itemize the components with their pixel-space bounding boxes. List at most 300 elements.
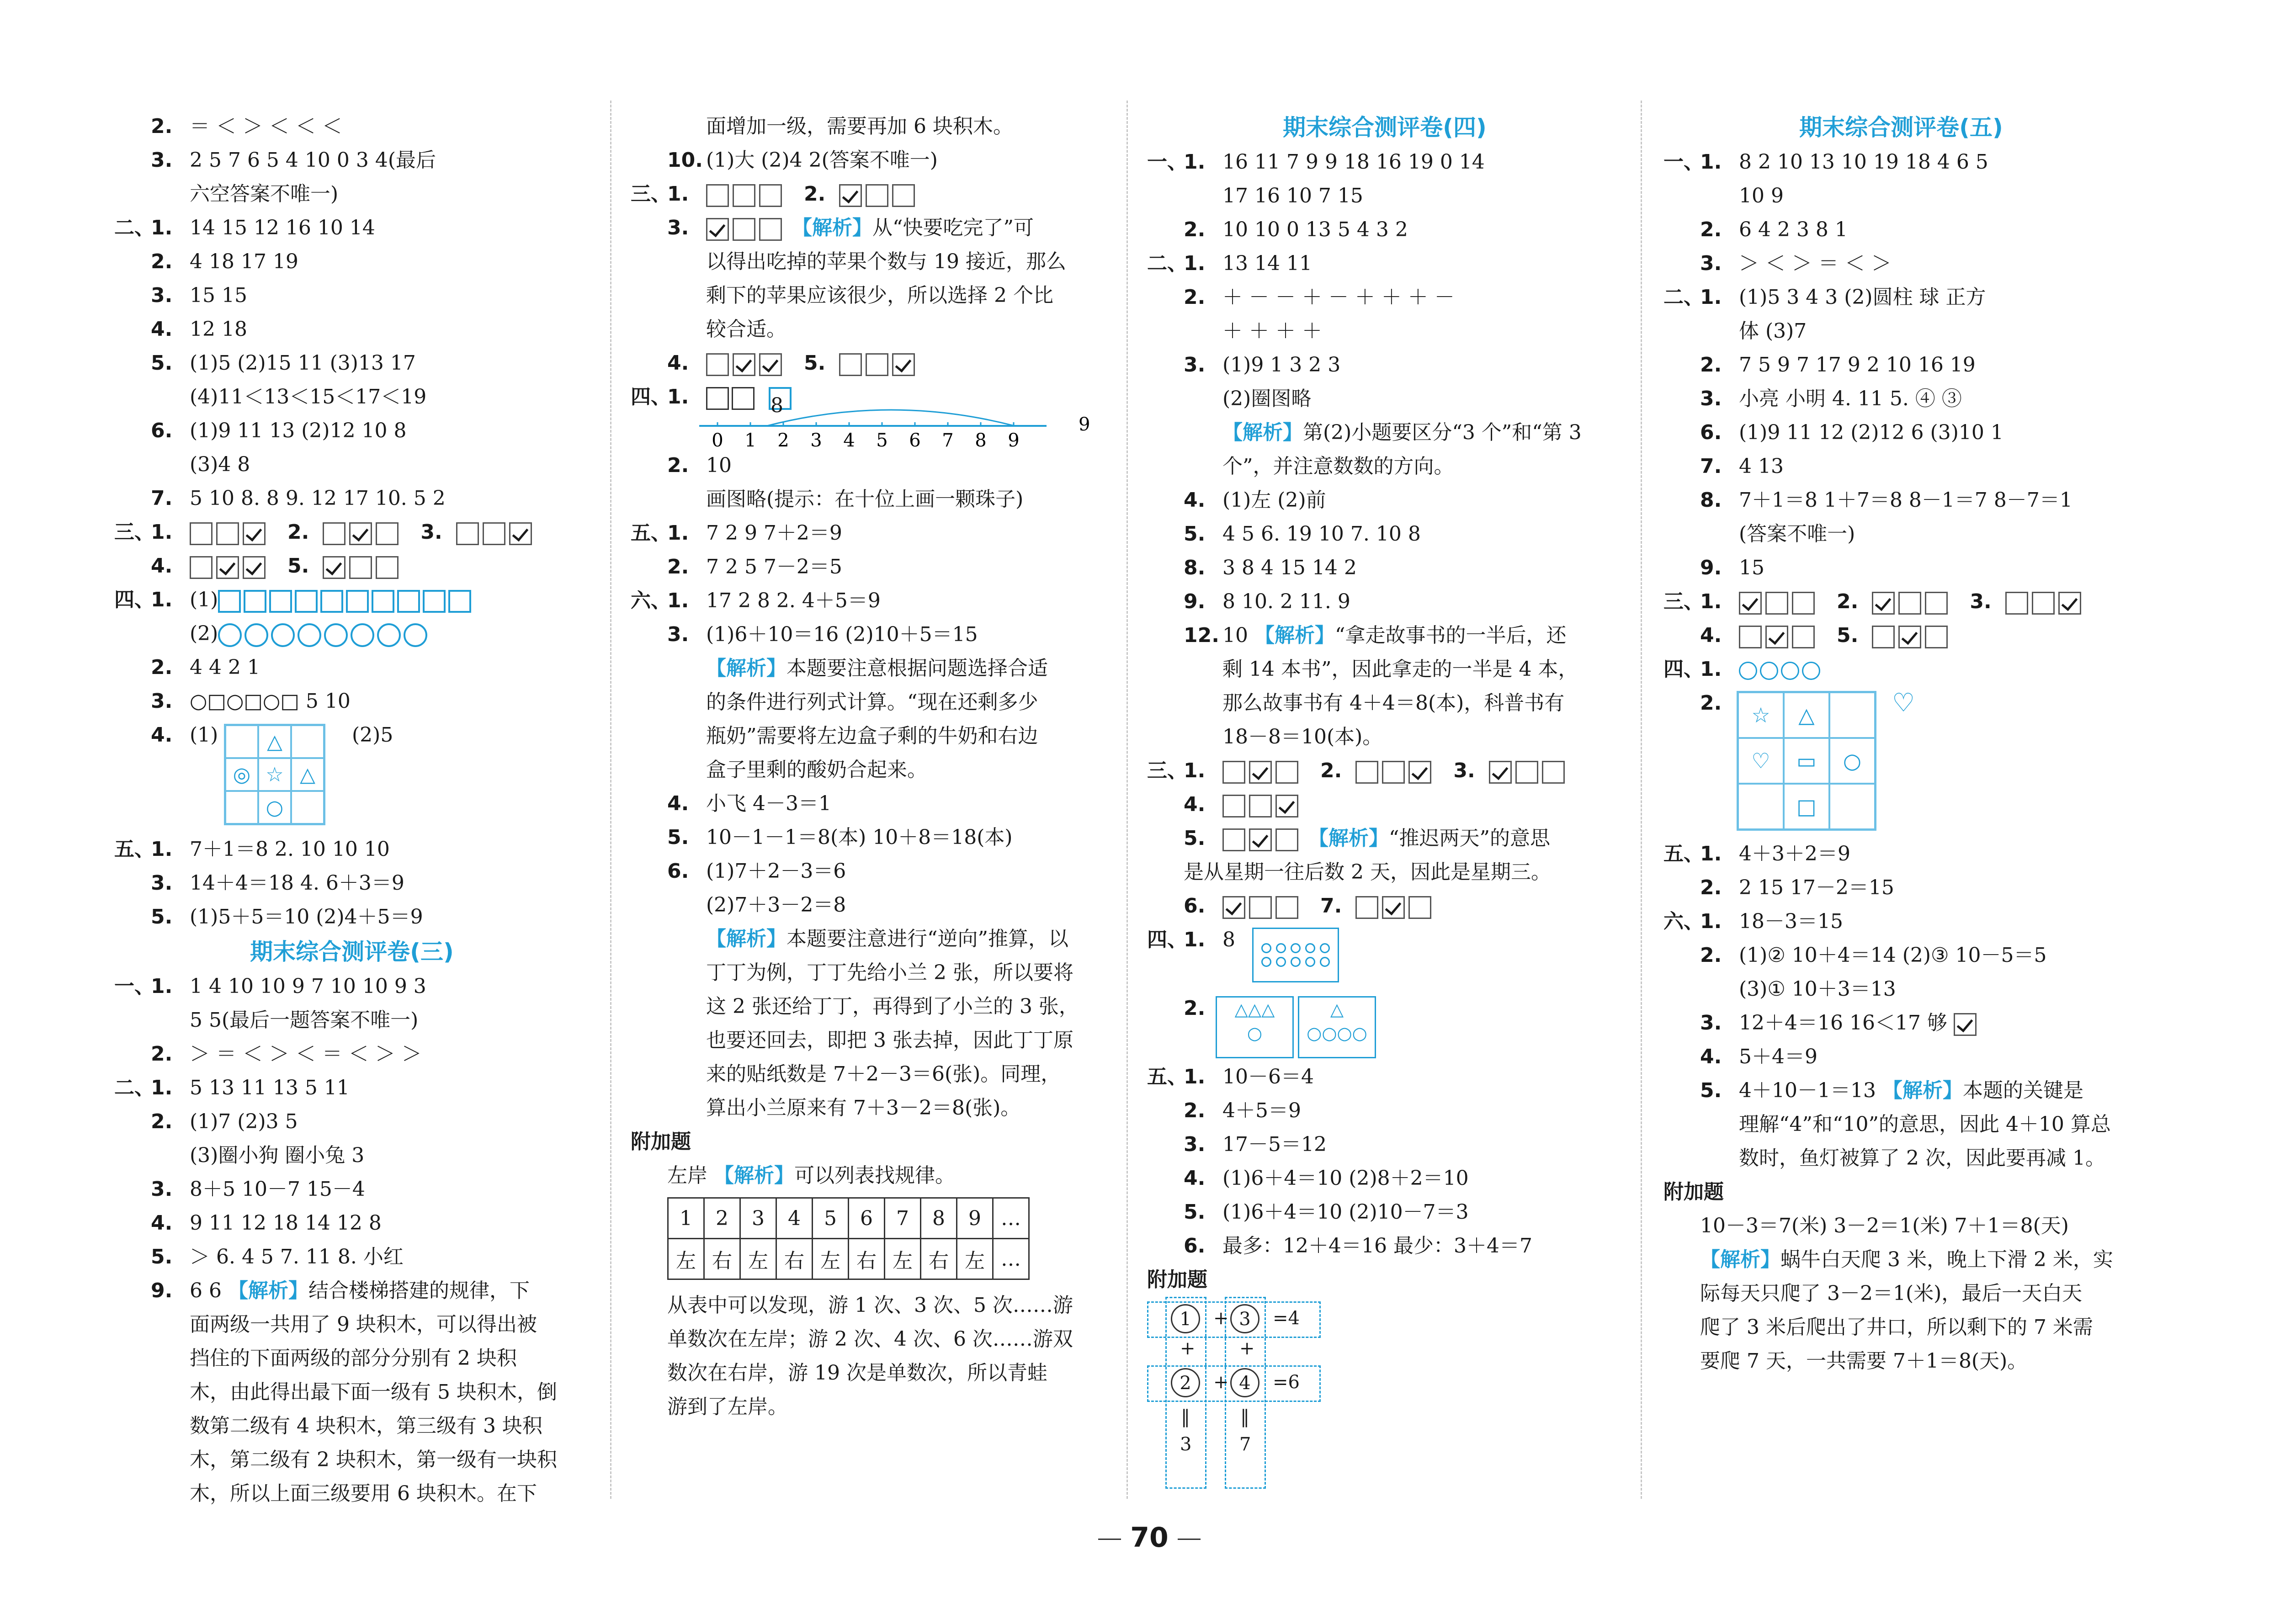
question-number: 5. (1184, 827, 1206, 850)
number-circle: 4 (1230, 1368, 1259, 1397)
answer-text: 13 14 11 (1222, 252, 1312, 275)
answer-line (1663, 517, 2139, 551)
question-number: 5. (1700, 1079, 1722, 1102)
question-number: 6. (151, 419, 173, 442)
answer-text: 【解析】第(2)小题要区分“3 个”和“第 3 (1222, 421, 1582, 444)
answer-text: (3)4 8 (190, 453, 250, 476)
answer-text: 18－8＝10(本)。 (1222, 725, 1383, 748)
dot-shape (1261, 943, 1271, 953)
answer-checkbox (1792, 592, 1815, 615)
square-shape (423, 590, 446, 613)
circle-shape (351, 623, 374, 647)
answer-line (114, 1173, 590, 1206)
answer-text: 算出小兰原来有 7＋3－2＝8(张)。 (706, 1096, 1021, 1120)
answer-line (631, 753, 1106, 787)
answer-line (631, 245, 1106, 279)
question-number: 1. (667, 589, 689, 612)
answer-text: 8＋5 10－7 15－4 (190, 1178, 365, 1201)
question-number: 4. (1184, 1167, 1206, 1190)
question-number: 7. (1320, 894, 1342, 918)
checkbox-group (1954, 1011, 1980, 1035)
answer-text: 理解“4”和“10”的意思，因此 4＋10 算总 (1739, 1113, 2111, 1136)
answer-checkbox (1222, 795, 1245, 817)
question-number: 2. (151, 115, 173, 138)
answer-line (114, 651, 590, 685)
question-number: 2. (1700, 944, 1722, 967)
answer-text: 5 13 11 13 5 11 (190, 1076, 350, 1099)
answer-line (114, 1206, 590, 1240)
section-label: 五、 (1663, 842, 1704, 865)
answer-checkbox (1792, 626, 1815, 648)
answer-checkbox (1542, 761, 1565, 784)
question-number: 4. (667, 351, 689, 375)
answer-line (1147, 822, 1622, 855)
answer-line (1663, 213, 2139, 247)
grid-cell (1738, 784, 1784, 829)
answer-line (114, 482, 590, 515)
answer-line (1663, 483, 2139, 517)
answer-checkbox (1765, 592, 1788, 615)
circle-shape (244, 623, 268, 647)
question-number: 1. (1700, 910, 1722, 933)
answer-line (1147, 1128, 1622, 1162)
answer-line (114, 1308, 590, 1342)
table-cell: 4 (776, 1198, 813, 1239)
analysis-tag: 【解析】 (1308, 827, 1389, 850)
answer-text: (1)6＋4＝10 (2)8＋2＝10 (1222, 1167, 1469, 1190)
grid-cell (291, 791, 324, 824)
answer-checkbox (243, 522, 266, 545)
answer-checkbox (1275, 761, 1298, 784)
answer-line (631, 888, 1106, 922)
question-number: 1. (1700, 590, 1722, 613)
answer-text: 木，所以上面三级要用 6 块积木。在下 (190, 1482, 537, 1505)
answer-text: 5 5(最后一题答案不唯一) (190, 1008, 419, 1032)
answer-text: 面两级一共用了 9 块积木，可以得出被 (190, 1313, 537, 1336)
question-number: 5. (804, 351, 826, 375)
grid-cell: △ (258, 725, 291, 758)
question-number: 6. (1184, 894, 1206, 918)
operator: + (1213, 1308, 1229, 1329)
grid-cell (225, 791, 258, 824)
analysis-tag: 【解析】 (706, 927, 786, 950)
answer-text: 6 4 2 3 8 1 (1739, 218, 1848, 241)
answer-text: (1)5 3 4 3 (2)圆柱 球 正方 (1739, 286, 1986, 309)
answer-line (631, 143, 1106, 177)
answer-checkbox (1898, 626, 1921, 648)
answer-line (1663, 416, 2139, 450)
table-cell: 右 (776, 1239, 813, 1279)
answer-line (1663, 653, 2139, 686)
operator: + (1180, 1338, 1196, 1359)
circle-shape (1739, 662, 1757, 680)
circle-shape (377, 623, 401, 647)
answer-line (631, 652, 1106, 685)
answer-text: 游到了左岸。 (667, 1395, 788, 1418)
answer-text: (1)5＋5＝10 (2)4＋5＝9 (190, 905, 423, 929)
answer-checkbox (1739, 592, 1762, 615)
operator: ‖ (1181, 1406, 1190, 1428)
answer-line (1663, 1074, 2139, 1108)
answer-line (631, 346, 1106, 380)
answer-line (631, 956, 1106, 990)
answer-text: 10－1－1＝8(本) 10＋8＝18(本) (706, 826, 1013, 849)
operator: ‖ (1240, 1406, 1249, 1428)
answer-text: (1)② 10＋4＝14 (2)③ 10－5＝5 (1739, 944, 2047, 967)
axis-tick-label: 2 (777, 430, 789, 451)
answer-line (631, 685, 1106, 719)
table-cell: 右 (849, 1239, 885, 1279)
heart-icon: ♡ (1892, 688, 1915, 718)
answer-line (1663, 1311, 2139, 1344)
answer-text: 数次在右岸，游 19 次是单数次，所以青蛙 (667, 1361, 1047, 1385)
answer-text: 4＋5＝9 (1222, 1099, 1301, 1122)
answer-text: (4)11＜13＜15＜17＜19 (190, 385, 427, 409)
answer-line (1147, 1162, 1622, 1195)
answer-checkbox (1898, 592, 1921, 615)
answer-text: (1)9 11 13 (2)12 10 8 (190, 419, 407, 442)
table-cell: 7 (885, 1198, 921, 1239)
table-row (668, 1239, 1029, 1279)
question-number: 2. (287, 520, 309, 544)
answer-text: 最多：12＋4＝16 最少：3＋4＝7 (1222, 1234, 1532, 1258)
checkbox-group (706, 351, 786, 375)
answer-text (190, 515, 536, 549)
table-cell: 右 (921, 1239, 957, 1279)
answer-text: 10 【解析】“拿走故事书的一半后，还 (1222, 624, 1567, 647)
answer-text: 那么故事书有 4＋4＝8(本)，科普书有 (1222, 691, 1565, 715)
answer-text: 10－3＝7(米) 3－2＝1(米) 7＋1＝8(天) (1700, 1214, 2069, 1237)
column-divider (1641, 101, 1642, 1499)
question-number: 3. (667, 623, 689, 646)
number-circle: 2 (1171, 1368, 1200, 1397)
dot-shape (1291, 957, 1301, 967)
answer-column-4 (1663, 110, 2139, 1378)
answer-line (114, 685, 590, 718)
answer-checkbox (349, 522, 372, 545)
answer-line (1663, 348, 2139, 382)
question-number: 3. (1700, 252, 1722, 275)
grid-cell: ○ (258, 791, 291, 824)
section-label: 三、 (631, 182, 671, 206)
answer-line (1147, 416, 1622, 450)
section-heading: 期末综合测评卷(四) (1283, 114, 1487, 141)
section-label: 一、 (1147, 150, 1187, 174)
checkbox-group (456, 520, 536, 544)
answer-checkbox (1382, 761, 1405, 784)
answer-checkbox (733, 184, 755, 207)
section-label: 五、 (1147, 1065, 1187, 1088)
answer-checkbox (323, 522, 345, 545)
operator: + (1213, 1372, 1229, 1393)
axis-tick-label: 7 (942, 430, 954, 451)
answer-text: 15 (1739, 556, 1764, 579)
answer-text: 木，由此得出最下面一级有 5 块积木，倒 (190, 1380, 557, 1404)
triangle-row: △ (1330, 999, 1344, 1019)
answer-line (114, 900, 590, 934)
answer-text: 7 2 9 7＋2＝9 (706, 521, 842, 545)
question-number: 1. (1700, 842, 1722, 865)
answer-checkbox (349, 556, 372, 579)
answer-checkbox (1222, 896, 1245, 919)
square-shape (397, 590, 420, 613)
question-number: 2. (151, 1110, 173, 1133)
section-heading: 期末综合测评卷(五) (1799, 114, 2003, 141)
answer-line (1663, 450, 2139, 483)
square-row: (1) (190, 583, 474, 617)
question-number: 1. (151, 1076, 173, 1099)
square-shape (372, 590, 394, 613)
answer-column-2 (631, 110, 1106, 1424)
answer-text: 2 5 7 6 5 4 10 0 3 4(最后 (190, 149, 436, 172)
checkbox-group (1222, 793, 1302, 816)
question-number: 4. (1700, 624, 1722, 647)
table-cell: 右 (704, 1239, 740, 1279)
axis-tick-label: 6 (909, 430, 921, 451)
answer-line (114, 549, 590, 583)
answer-text: 14＋4＝18 4. 6＋3＝9 (190, 871, 404, 895)
answer-line (1147, 754, 1622, 788)
answer-line (1147, 1229, 1622, 1263)
answer-checkbox (1249, 896, 1272, 919)
answer-text: 左岸 【解析】可以列表找规律。 (667, 1164, 955, 1187)
answer-checkbox (733, 353, 755, 376)
section-label: 三、 (114, 520, 154, 544)
answer-text: ＋ － － ＋ － ＋ ＋ ＋ － (1222, 286, 1455, 309)
question-number: 3. (667, 216, 689, 239)
analysis-tag: 【解析】 (228, 1279, 308, 1302)
answer-line (1663, 1344, 2139, 1378)
answer-text: (1) (190, 723, 218, 747)
checkbox-group (1872, 624, 1951, 647)
question-number: 6. (1700, 421, 1722, 444)
answer-line (114, 1375, 590, 1409)
question-number: 1. (1184, 150, 1206, 174)
answer-text: 是从星期一往后数 2 天，因此是星期三。 (1184, 860, 1551, 884)
question-number: 10. (667, 149, 703, 172)
answer-text: 15 15 (190, 284, 247, 307)
answer-line (114, 583, 590, 617)
question-number: 3. (1184, 1133, 1206, 1156)
answer-checkbox (243, 556, 266, 579)
answer-line (1663, 1209, 2139, 1243)
answer-line (631, 380, 1106, 449)
question-number: 9. (151, 1279, 173, 1302)
answer-text: 9 11 12 18 14 12 8 (190, 1211, 382, 1235)
arc-label: 8 (769, 387, 792, 410)
answer-checkbox (892, 184, 915, 207)
table-cell: 6 (849, 1198, 885, 1239)
answer-checkbox (456, 522, 479, 545)
answer-line (1147, 483, 1622, 517)
answer-text: 木，第二级有 2 块积木，第一级有一块积 (190, 1448, 557, 1471)
answer-checkbox (2058, 592, 2081, 615)
number-circle: 1 (1171, 1304, 1200, 1333)
answer-text: 14 15 12 16 10 14 (190, 216, 375, 239)
answer-line (631, 1159, 1106, 1193)
answer-checkbox (1222, 761, 1245, 784)
answer-text: 2 15 17－2＝15 (1739, 876, 1894, 899)
answer-text: 数第二级有 4 块积木，第三级有 3 块积 (190, 1414, 542, 1438)
answer-line (1663, 1108, 2139, 1141)
answer-text: 【解析】蜗牛白天爬 3 米，晚上下滑 2 米，实 (1700, 1248, 2113, 1271)
answer-line (631, 449, 1106, 483)
question-number: 6. (667, 860, 689, 883)
circle-row: (2) (190, 617, 430, 651)
question-number: 1. (1184, 928, 1206, 951)
circle-shape (298, 623, 321, 647)
dot-shape (1276, 943, 1286, 953)
answer-line (631, 279, 1106, 313)
answer-text: (1)左 (2)前 (1222, 488, 1326, 512)
table-cell: 左 (813, 1239, 849, 1279)
answer-line (631, 110, 1106, 143)
answer-text: 际每天只爬了 3－2＝1(米)，最后一天白天 (1700, 1282, 2083, 1305)
column-divider (610, 101, 611, 1499)
circle-shape (1760, 662, 1778, 680)
extra-label: 附加题 (631, 1130, 691, 1153)
answer-line (1147, 450, 1622, 483)
answer-text: (1)7＋2－3＝6 (706, 860, 846, 883)
answer-line (1147, 788, 1622, 822)
answer-checkbox (759, 218, 782, 241)
answer-checkbox (1355, 896, 1378, 919)
question-number: 1. (151, 975, 173, 998)
answer-text: ＋ ＋ ＋ ＋ (1222, 319, 1322, 343)
dot-shape (1320, 957, 1330, 967)
table-cell: 8 (921, 1198, 957, 1239)
circle-shape (218, 623, 242, 647)
answer-text: 画图略(提示：在十位上画一颗珠子) (706, 488, 1024, 511)
triangle-row: △△△ (1234, 999, 1275, 1019)
answer-text: 7 2 5 7－2＝5 (706, 555, 842, 578)
question-number: 3. (1184, 353, 1206, 377)
section-heading: 期末综合测评卷(三) (250, 939, 454, 965)
answer-line (1663, 1243, 2139, 1277)
section-label: 五、 (631, 521, 671, 545)
square-shape (295, 590, 318, 613)
answer-text: (1)5 (2)15 11 (3)13 17 (190, 351, 416, 375)
answer-text: 10－6＝4 (1222, 1065, 1314, 1088)
shape-grid (224, 724, 325, 825)
answer-text: 【解析】“推迟两天”的意思 (1222, 822, 1550, 855)
answer-text (1739, 619, 1951, 653)
answer-text: 17 2 8 2. 4＋5＝9 (706, 589, 881, 612)
grid-cell: ♡ (1738, 738, 1784, 784)
question-number: 1. (151, 588, 173, 611)
answer-line (114, 143, 590, 177)
answer-line (1663, 686, 2139, 837)
question-number: 5. (151, 1245, 173, 1268)
answer-text: 10 (706, 454, 732, 477)
answer-line (114, 279, 590, 313)
question-number: 9. (1700, 556, 1722, 579)
table-cell: 3 (740, 1198, 776, 1239)
answer-checkbox (839, 184, 862, 207)
checkbox-group (1872, 590, 1951, 613)
answer-line (631, 922, 1106, 956)
question-number: 2. (1837, 590, 1859, 613)
question-number: 2. (151, 250, 173, 273)
answer-text: 4 4 2 1 (190, 656, 260, 679)
question-number: 5. (151, 351, 173, 375)
answer-checkbox (733, 218, 755, 241)
answer-line (631, 1356, 1106, 1390)
grid-cell: ○ (1829, 738, 1875, 784)
square-shape (706, 387, 729, 410)
answer-text: 12＋4＝16 16＜17 够 (1739, 1006, 1980, 1040)
question-number: 5. (1837, 624, 1859, 647)
answer-text: 【解析】本题要注意根据问题选择合适 (706, 657, 1048, 680)
answer-text: (1)大 (2)4 2(答案不唯一) (706, 149, 938, 172)
question-number: 4. (1700, 1045, 1722, 1068)
answer-checkbox (1872, 626, 1895, 648)
dots-box (1252, 928, 1339, 982)
answer-checkbox (839, 353, 862, 376)
answer-text: 这 2 张还给丁丁，再得到了小兰的 3 张， (706, 995, 1079, 1018)
answer-line (114, 313, 590, 346)
answer-line (1663, 1006, 2139, 1040)
answer-line (631, 1322, 1106, 1356)
question-number: 5. (1184, 522, 1206, 546)
answer-line (631, 1024, 1106, 1057)
answer-checkbox (706, 353, 729, 376)
answer-text: 4 5 6. 19 10 7. 10 8 (1222, 522, 1421, 546)
question-number: 3. (1700, 1011, 1722, 1035)
axis-tick-label: 9 (1008, 430, 1020, 451)
answer-line (1663, 551, 2139, 585)
analysis-tag: 【解析】 (1254, 624, 1335, 647)
question-number: 2. (151, 656, 173, 679)
question-number: 3. (420, 520, 442, 544)
question-number: 7. (1700, 455, 1722, 478)
question-number: 8. (1700, 488, 1722, 512)
answer-line (1663, 179, 2139, 213)
question-number: 2. (1184, 286, 1206, 309)
answer-line (631, 177, 1106, 211)
result: 7 (1239, 1434, 1251, 1455)
answer-checkbox (1925, 626, 1948, 648)
answer-text (1739, 585, 2085, 619)
answer-text (706, 177, 919, 211)
answer-checkbox (1872, 592, 1895, 615)
shapes-box (1298, 996, 1376, 1058)
checkbox-group (706, 182, 786, 206)
answer-checkbox (1275, 896, 1298, 919)
answer-checkbox (706, 184, 729, 207)
answer-line (631, 719, 1106, 753)
answer-line (114, 866, 590, 900)
answer-line (631, 821, 1106, 854)
answer-line (631, 787, 1106, 821)
question-number: 4. (1184, 793, 1206, 816)
answer-checkbox (1489, 761, 1512, 784)
answer-line (114, 617, 590, 651)
answer-line (114, 346, 590, 380)
answer-text (1222, 788, 1302, 822)
answer-text: 【解析】本题要注意进行“逆向”推算，以 (706, 927, 1068, 950)
extra-label: 附加题 (1147, 1268, 1207, 1291)
question-number: 8. (1184, 556, 1206, 579)
grid-cell: △ (1784, 692, 1829, 738)
question-number: 2. (667, 454, 689, 477)
answer-checkbox (892, 353, 915, 376)
answer-line (114, 448, 590, 482)
answer-line (631, 1057, 1106, 1091)
answer-line (114, 1139, 590, 1173)
answer-text: 8 10. 2 11. 9 (1222, 590, 1350, 613)
answer-line (1147, 348, 1622, 382)
